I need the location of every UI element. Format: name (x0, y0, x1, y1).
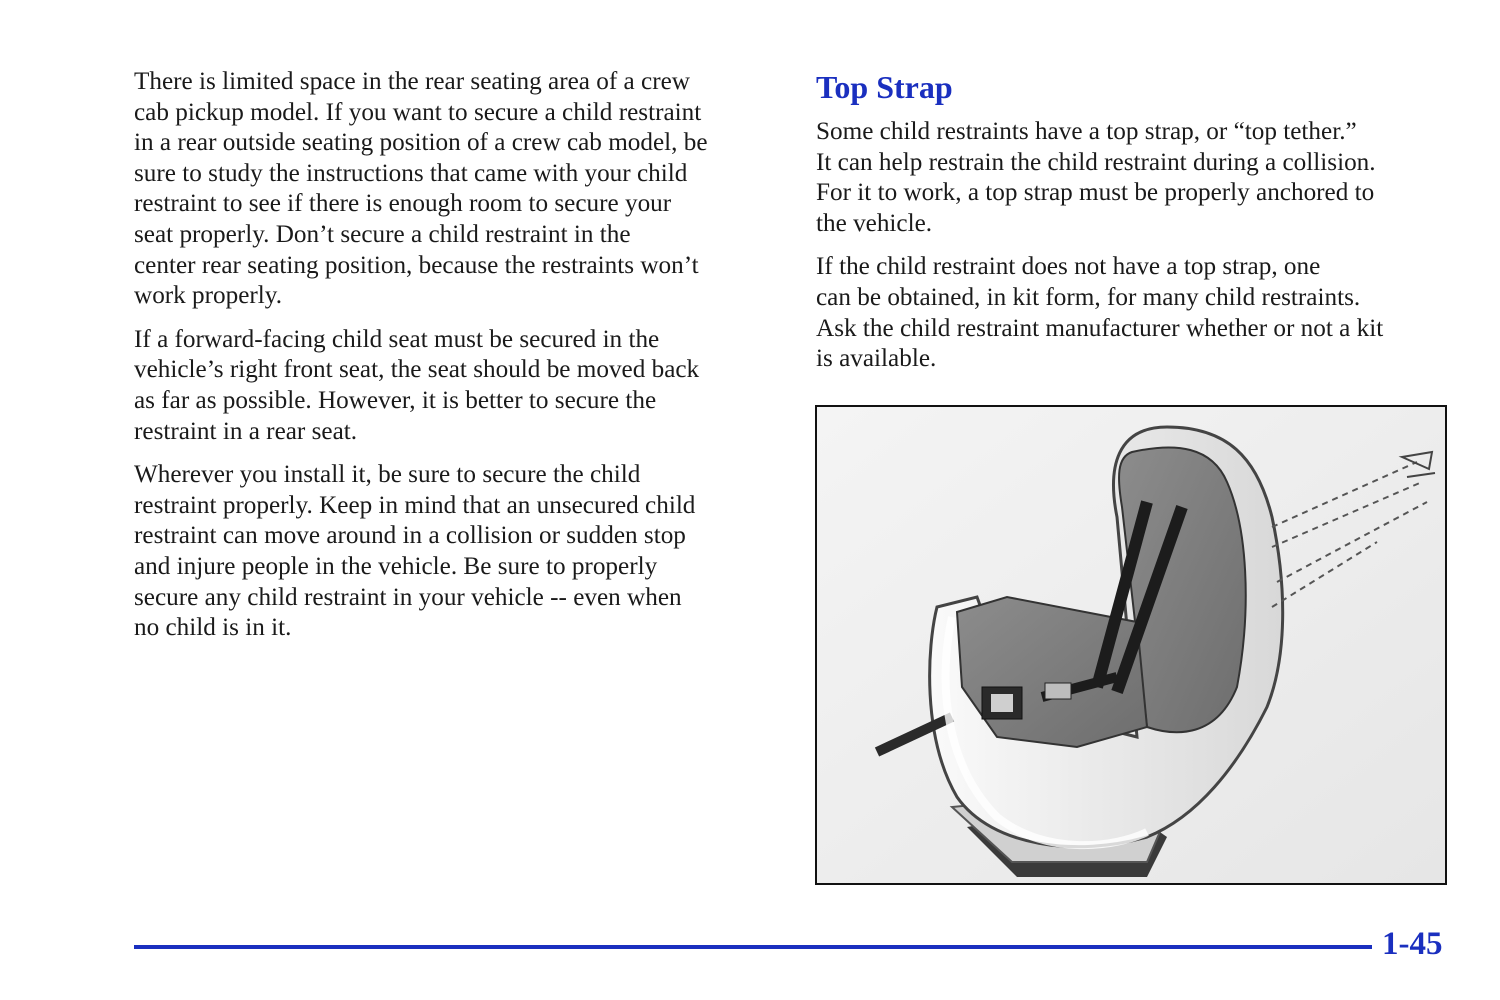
text-line: sure to study the instructions that came with your child (134, 159, 688, 187)
text-line: For it to work, a top strap must be properly anchored to (816, 179, 1375, 207)
text-line: Wherever you install it, be sure to secure the child (134, 461, 641, 489)
text-line: no child is in it. (134, 614, 292, 642)
left-column (134, 67, 774, 657)
paragraph-top-strap-intro (816, 117, 1456, 239)
text-line: It can help restrain the child restraint during a collision. (816, 148, 1376, 176)
text-line: in a rear outside seating position of a crew cab model, be (134, 129, 708, 157)
buckle-slot (991, 694, 1013, 712)
right-column (816, 67, 1456, 388)
text-line: center rear seating position, because the restraints won’t (134, 251, 699, 279)
paragraph-top-strap-kit (816, 252, 1456, 374)
paragraph-secure-restraint (134, 460, 774, 644)
child-seat-drawing (817, 407, 1445, 883)
text-line: can be obtained, in kit form, for many child restraints. (816, 283, 1361, 311)
text-line: restraint to see if there is enough room to secure your (134, 190, 672, 218)
text-line: restraint can move around in a collision or sudden stop (134, 522, 686, 550)
text-line: cab pickup model. If you want to secure a child restraint (134, 98, 702, 126)
text-line: work properly. (134, 282, 283, 310)
text-line: the vehicle. (816, 209, 933, 237)
paragraph-crew-cab-space (134, 67, 774, 312)
text-line: If the child restraint does not have a top strap, one (816, 253, 1321, 281)
text-line: If a forward-facing child seat must be secured in the (134, 325, 660, 353)
text-line: Some child restraints have a top strap, or “top tether.” (816, 118, 1357, 145)
footer-rule (134, 945, 1372, 949)
paragraph-forward-facing-seat (134, 325, 774, 447)
text-line: There is limited space in the rear seating area of a crew (134, 68, 690, 95)
text-line: and injure people in the vehicle. Be sure to properly (134, 552, 658, 580)
text-line: Ask the child restraint manufacturer whether or not a kit (816, 314, 1384, 342)
text-line: as far as possible. However, it is better to secure the (134, 386, 657, 414)
buckle-latch (1045, 683, 1071, 699)
text-line: is available. (816, 345, 937, 373)
text-line: restraint properly. Keep in mind that an unsecured child (134, 491, 696, 519)
section-heading-top-strap: Top Strap (816, 69, 953, 105)
page-number: 1-45 (1382, 926, 1443, 962)
text-line: secure any child restraint in your vehicle -- even when (134, 583, 682, 611)
text-line: vehicle’s right front seat, the seat should be moved back (134, 356, 700, 384)
child-seat-illustration (815, 405, 1447, 885)
text-line: seat properly. Don’t secure a child restraint in the (134, 220, 631, 248)
text-line: restraint in a rear seat. (134, 417, 358, 445)
